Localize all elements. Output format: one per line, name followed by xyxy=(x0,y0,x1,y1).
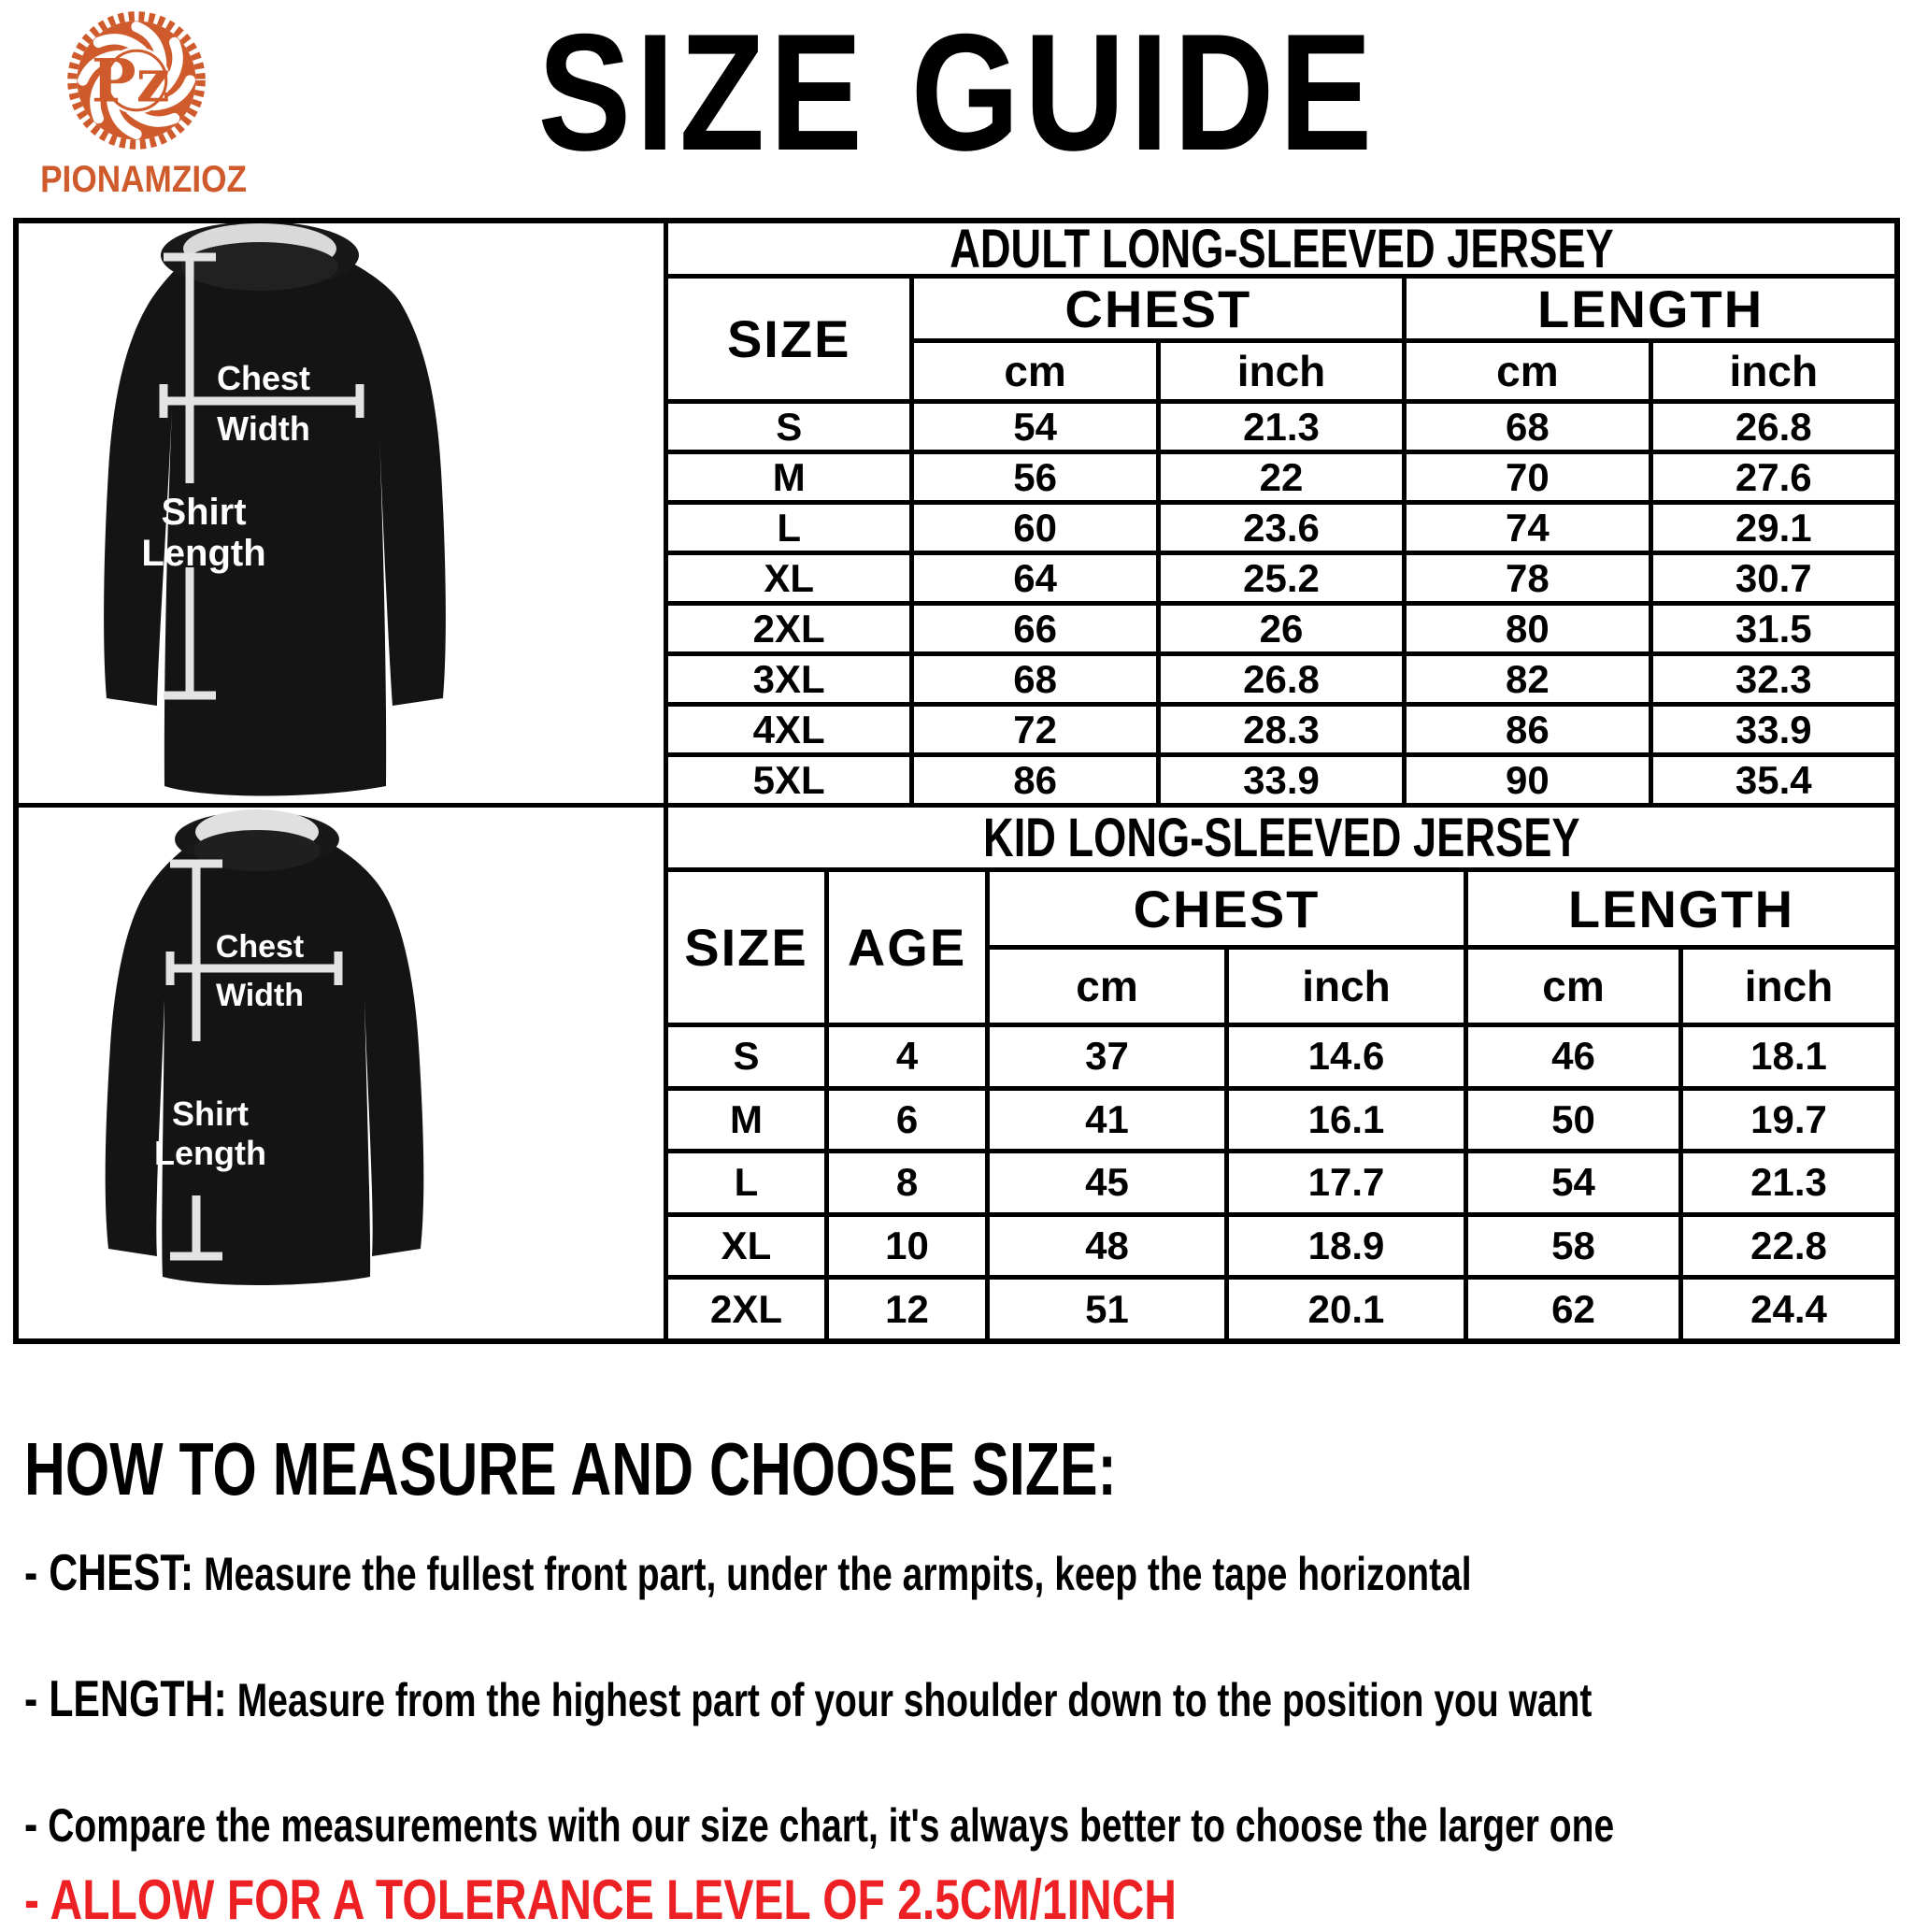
table-cell: M xyxy=(668,1091,824,1150)
table-cell: 51 xyxy=(990,1280,1224,1338)
table-cell: 46 xyxy=(1468,1027,1678,1086)
bullet-length-label: - LENGTH: xyxy=(24,1668,227,1727)
bullet-chest xyxy=(24,1544,1893,1601)
kid-size-table xyxy=(668,808,1894,1338)
table-cell: 26.8 xyxy=(1653,404,1894,450)
bullet-compare-dash: - xyxy=(24,1795,38,1853)
table-cell: 23.6 xyxy=(1161,505,1402,551)
table-cell: 14.6 xyxy=(1229,1027,1464,1086)
adult-col-size: SIZE xyxy=(668,279,909,399)
table-cell: 17.7 xyxy=(1229,1153,1464,1212)
table-cell: 68 xyxy=(1407,404,1648,450)
kid-col-length: LENGTH xyxy=(1468,872,1894,945)
table-cell: 48 xyxy=(990,1217,1224,1276)
table-cell: 22 xyxy=(1161,454,1402,500)
table-cell: 29.1 xyxy=(1653,505,1894,551)
table-cell: 68 xyxy=(914,656,1155,702)
adult-unit-length-cm: cm xyxy=(1407,343,1648,399)
adult-table-title: ADULT LONG-SLEEVED JERSEY xyxy=(668,223,1894,274)
table-cell: 54 xyxy=(1468,1153,1678,1212)
shirt-length-label-2: Length xyxy=(141,533,266,574)
table-cell: 26.8 xyxy=(1161,656,1402,702)
table-cell: 45 xyxy=(990,1153,1224,1212)
bullet-length xyxy=(24,1670,1893,1727)
table-cell: 78 xyxy=(1407,555,1648,601)
table-cell: 74 xyxy=(1407,505,1648,551)
bullet-length-text: Measure from the highest part of your shoulder down to the position you want xyxy=(236,1673,1593,1726)
table-cell: 21.3 xyxy=(1683,1153,1894,1212)
table-cell: XL xyxy=(668,555,909,601)
table-cell: 56 xyxy=(914,454,1155,500)
chest-width-label-2: Width xyxy=(217,409,310,448)
table-cell: 6 xyxy=(829,1091,985,1150)
table-cell: L xyxy=(668,1153,824,1212)
bullet-chest-text: Measure the fullest front part, under the armpits, keep the tape horizontal xyxy=(204,1548,1472,1600)
kid-col-age: AGE xyxy=(829,872,985,1023)
kid-shirt-image xyxy=(19,808,664,1338)
table-cell: 16.1 xyxy=(1229,1091,1464,1150)
table-cell: 18.1 xyxy=(1683,1027,1894,1086)
table-cell: 58 xyxy=(1468,1217,1678,1276)
adult-size-table xyxy=(668,218,1894,803)
table-cell: 30.7 xyxy=(1653,555,1894,601)
kid-col-size: SIZE xyxy=(668,872,824,1023)
table-cell: 70 xyxy=(1407,454,1648,500)
shirt-length-label-2: Length xyxy=(154,1134,266,1172)
table-cell: 80 xyxy=(1407,606,1648,651)
table-cell: 64 xyxy=(914,555,1155,601)
table-cell: 86 xyxy=(914,757,1155,803)
adult-col-chest: CHEST xyxy=(914,279,1402,338)
table-cell: L xyxy=(668,505,909,551)
table-cell: 2XL xyxy=(668,606,909,651)
table-cell: 10 xyxy=(829,1217,985,1276)
chest-width-label-1: Chest xyxy=(215,929,305,965)
table-cell: 5XL xyxy=(668,757,909,803)
logo-monogram: Pz xyxy=(91,45,170,116)
table-cell: 19.7 xyxy=(1683,1091,1894,1150)
table-cell: 82 xyxy=(1407,656,1648,702)
shirt-length-label-1: Shirt xyxy=(171,1095,250,1133)
table-cell: 33.9 xyxy=(1653,707,1894,752)
table-cell: 66 xyxy=(914,606,1155,651)
chest-width-label-1: Chest xyxy=(216,359,311,397)
bullet-compare-text: Compare the measurements with our size chart, it's always better to choose the larger one xyxy=(48,1799,1615,1852)
table-cell: 4XL xyxy=(668,707,909,752)
shirt-length-label-1: Shirt xyxy=(161,492,247,533)
table-cell: 35.4 xyxy=(1653,757,1894,803)
how-to-measure-heading: HOW TO MEASURE AND CHOOSE SIZE: xyxy=(24,1427,1117,1510)
table-cell: 21.3 xyxy=(1161,404,1402,450)
table-cell: 32.3 xyxy=(1653,656,1894,702)
table-cell: S xyxy=(668,404,909,450)
chest-width-label-2: Width xyxy=(215,978,305,1013)
adult-unit-chest-inch: inch xyxy=(1161,343,1402,399)
bullet-compare xyxy=(24,1796,1893,1853)
tolerance-note: - ALLOW FOR A TOLERANCE LEVEL OF 2.5CM/1INCH xyxy=(24,1868,1177,1931)
table-cell: 90 xyxy=(1407,757,1648,803)
table-cell: 8 xyxy=(829,1153,985,1212)
table-cell: 3XL xyxy=(668,656,909,702)
table-cell: 60 xyxy=(914,505,1155,551)
table-cell: 86 xyxy=(1407,707,1648,752)
table-cell: 72 xyxy=(914,707,1155,752)
adult-shirt-image xyxy=(19,223,664,803)
table-cell: 2XL xyxy=(668,1280,824,1338)
table-cell: 62 xyxy=(1468,1280,1678,1338)
table-cell: S xyxy=(668,1027,824,1086)
table-cell: 31.5 xyxy=(1653,606,1894,651)
table-cell: 4 xyxy=(829,1027,985,1086)
page-title: SIZE GUIDE xyxy=(537,0,1377,185)
table-cell: 12 xyxy=(829,1280,985,1338)
table-cell: 37 xyxy=(990,1027,1224,1086)
table-cell: 33.9 xyxy=(1161,757,1402,803)
table-cell: XL xyxy=(668,1217,824,1276)
adult-unit-chest-cm: cm xyxy=(914,343,1155,399)
table-cell: 28.3 xyxy=(1161,707,1402,752)
how-to-measure-section xyxy=(24,1427,1893,1932)
table-cell: 25.2 xyxy=(1161,555,1402,601)
table-cell: 50 xyxy=(1468,1091,1678,1150)
table-cell: 41 xyxy=(990,1091,1224,1150)
table-cell: 20.1 xyxy=(1229,1280,1464,1338)
table-cell: 22.8 xyxy=(1683,1217,1894,1276)
table-cell: 18.9 xyxy=(1229,1217,1464,1276)
table-cell: 26 xyxy=(1161,606,1402,651)
table-cell: 27.6 xyxy=(1653,454,1894,500)
table-cell: M xyxy=(668,454,909,500)
kid-unit-chest-cm: cm xyxy=(990,950,1224,1023)
bullet-chest-label: - CHEST: xyxy=(24,1543,194,1601)
kid-table-title: KID LONG-SLEEVED JERSEY xyxy=(668,808,1894,867)
kid-unit-chest-inch: inch xyxy=(1229,950,1464,1023)
table-cell: 54 xyxy=(914,404,1155,450)
adult-col-length: LENGTH xyxy=(1407,279,1894,338)
table-cell: 24.4 xyxy=(1683,1280,1894,1338)
size-chart-box xyxy=(13,218,1900,1344)
kid-unit-length-cm: cm xyxy=(1468,950,1678,1023)
kid-col-chest: CHEST xyxy=(990,872,1464,945)
brand-name: PIONAMZIOZ xyxy=(40,159,248,200)
kid-unit-length-inch: inch xyxy=(1683,950,1894,1023)
adult-unit-length-inch: inch xyxy=(1653,343,1894,399)
